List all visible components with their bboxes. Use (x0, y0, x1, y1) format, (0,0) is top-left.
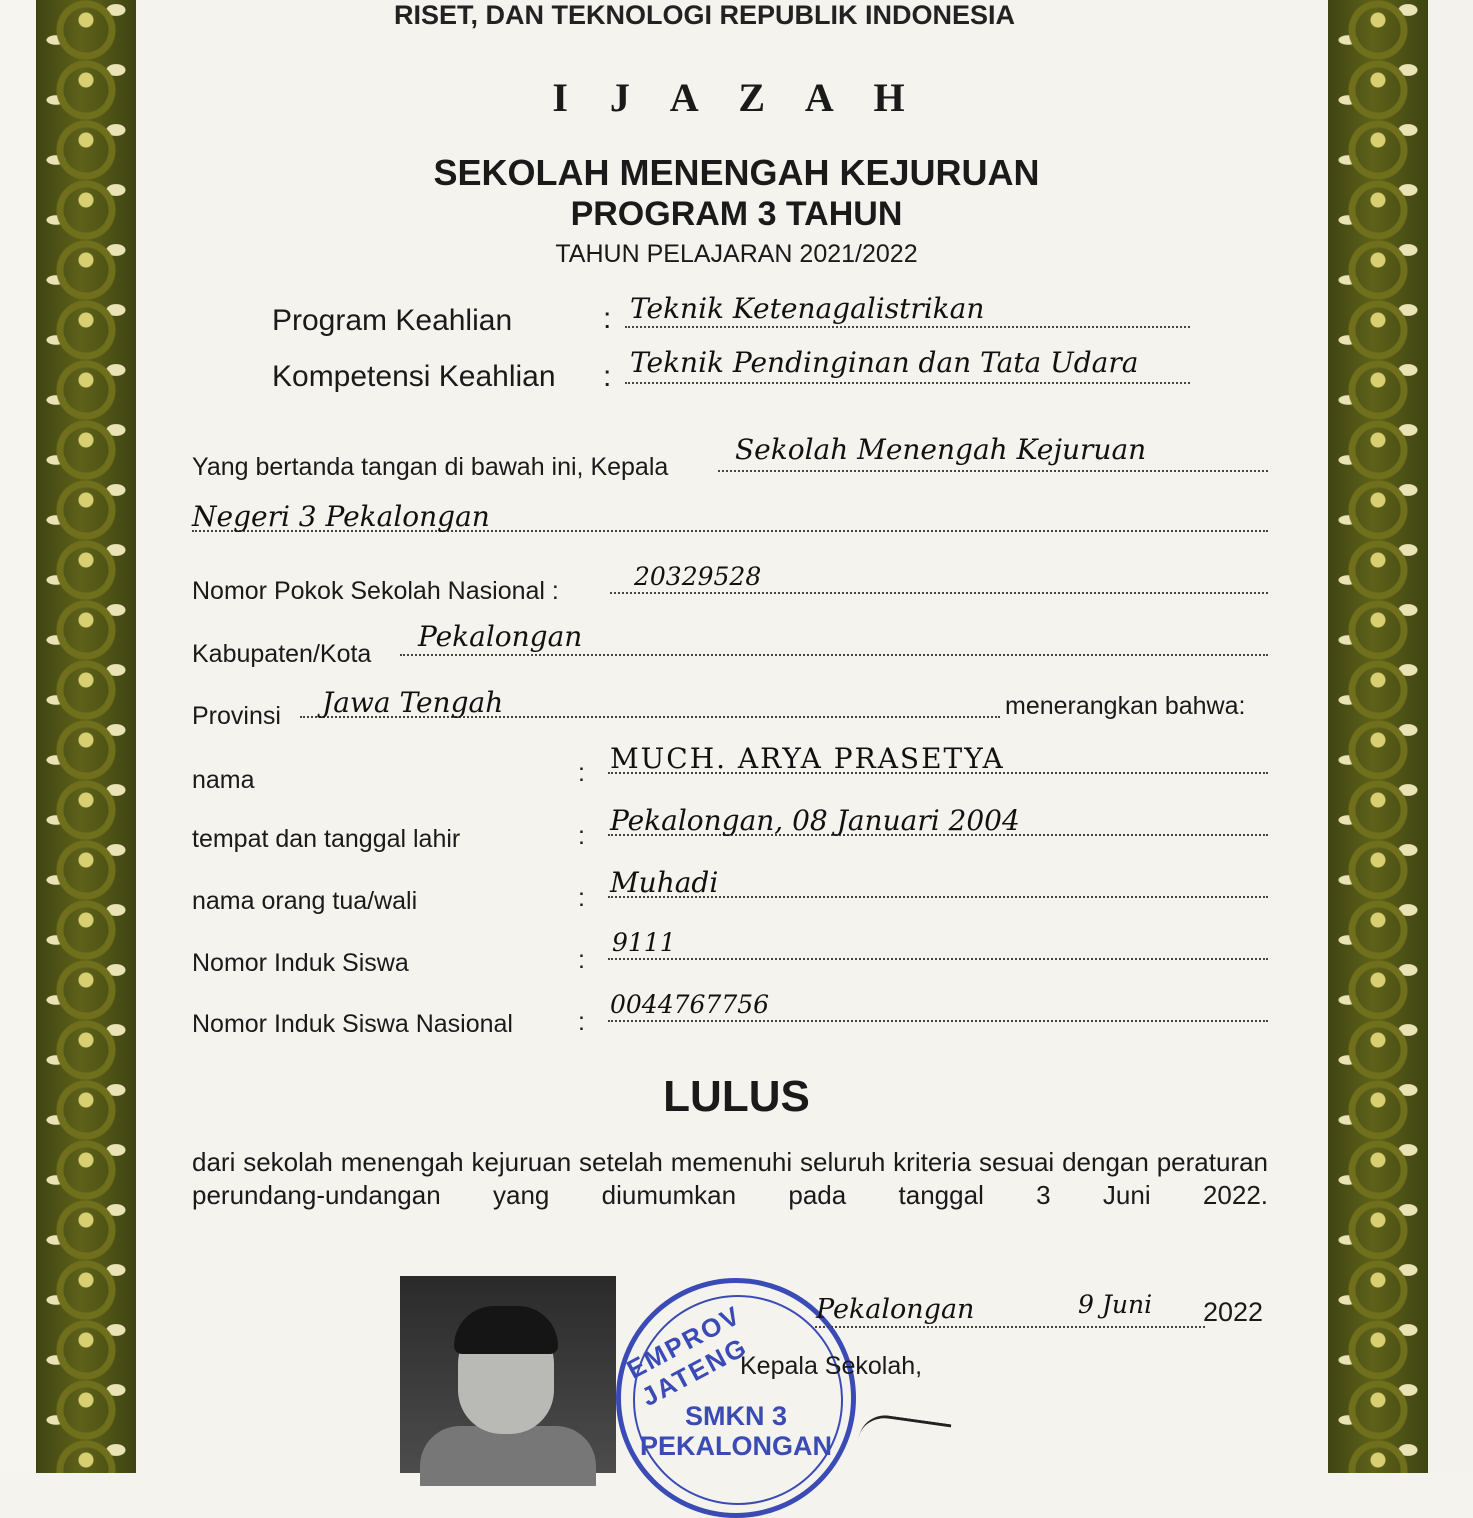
signature-day-month: 9 Juni (1078, 1290, 1153, 1319)
regency-dotted-line (400, 654, 1268, 656)
nisn-dotted-line (608, 1020, 1268, 1022)
intro-label: Yang bertanda tangan di bawah ini, Kepala (192, 453, 669, 481)
program-keahlian-label: Program Keahlian (272, 304, 513, 337)
photo-shoulders (420, 1426, 596, 1486)
nis-label: Nomor Induk Siswa (192, 949, 409, 977)
kompetensi-keahlian-dotted-line (625, 382, 1190, 384)
stamp-ring-text: EMPROV JATENG (621, 1299, 753, 1413)
birth-value: Pekalongan, 08 Januari 2004 (610, 804, 1020, 837)
program-keahlian-colon: : (603, 302, 612, 335)
signature-place: Pekalongan (816, 1294, 975, 1325)
student-name-label: nama (192, 766, 255, 794)
student-name-colon: : (578, 759, 585, 787)
program-length-heading: PROGRAM 3 TAHUN (570, 195, 903, 233)
school-name-line-2: Negeri 3 Pekalongan (192, 500, 490, 533)
kompetensi-keahlian-value: Teknik Pendinginan dan Tata Udara (630, 346, 1139, 379)
stamp-school-line-2: PEKALONGAN (639, 1431, 832, 1461)
student-photo (400, 1276, 616, 1473)
signature-date-dotted-line (815, 1326, 1205, 1328)
birth-label: tempat dan tanggal lahir (192, 825, 461, 853)
signature-role: Kepala Sekolah, (740, 1352, 923, 1380)
stamp-center-text (621, 1401, 851, 1461)
nis-colon: : (578, 946, 585, 974)
npsn-label: Nomor Pokok Sekolah Nasional : (192, 577, 559, 605)
states-label: menerangkan bahwa: (1005, 692, 1246, 720)
parent-value: Muhadi (610, 866, 719, 899)
school-type-heading: SEKOLAH MENENGAH KEJURUAN (433, 152, 1040, 193)
graduation-status: LULUS (663, 1072, 810, 1121)
parent-colon: : (578, 884, 585, 912)
nisn-colon: : (578, 1008, 585, 1036)
kompetensi-keahlian-label: Kompetensi Keahlian (272, 360, 556, 393)
province-value: Jawa Tengah (322, 686, 504, 719)
nis-dotted-line (608, 958, 1268, 960)
province-label: Provinsi (192, 702, 281, 730)
nis-value: 9111 (612, 928, 676, 957)
npsn-dotted-line (610, 592, 1268, 594)
program-keahlian-value: Teknik Ketenagalistrikan (630, 292, 985, 325)
program-keahlian-dotted-line (625, 326, 1190, 328)
academic-year: TAHUN PELAJARAN 2021/2022 (555, 240, 918, 268)
student-name-value: MUCH. ARYA PRASETYA (610, 742, 1005, 775)
photo-hair (454, 1306, 558, 1354)
school-name-line-1: Sekolah Menengah Kejuruan (735, 433, 1147, 466)
nisn-label: Nomor Induk Siswa Nasional (192, 1010, 513, 1038)
kompetensi-keahlian-colon: : (603, 360, 612, 393)
school-name-dotted-line-1 (718, 470, 1268, 472)
graduation-statement: dari sekolah menengah kejuruan setelah memenuhi seluruh kriteria sesuai dengan peraturan perundang-undangan yang diumumkan pada tanggal 3 Juni 2022. (192, 1147, 1268, 1210)
handwritten-signature (859, 1412, 952, 1451)
stamp-school-line-1: SMKN 3 (684, 1401, 787, 1431)
document-title: I J A Z A H (552, 75, 921, 120)
npsn-value: 20329528 (634, 562, 762, 591)
ministry-line: RISET, DAN TEKNOLOGI REPUBLIK INDONESIA (394, 0, 1016, 30)
parent-label: nama orang tua/wali (192, 887, 418, 915)
signature-year: 2022 (1203, 1297, 1264, 1327)
birth-colon: : (578, 822, 585, 850)
regency-value: Pekalongan (418, 620, 583, 653)
nisn-value: 0044767756 (610, 990, 770, 1019)
regency-label: Kabupaten/Kota (192, 640, 372, 668)
